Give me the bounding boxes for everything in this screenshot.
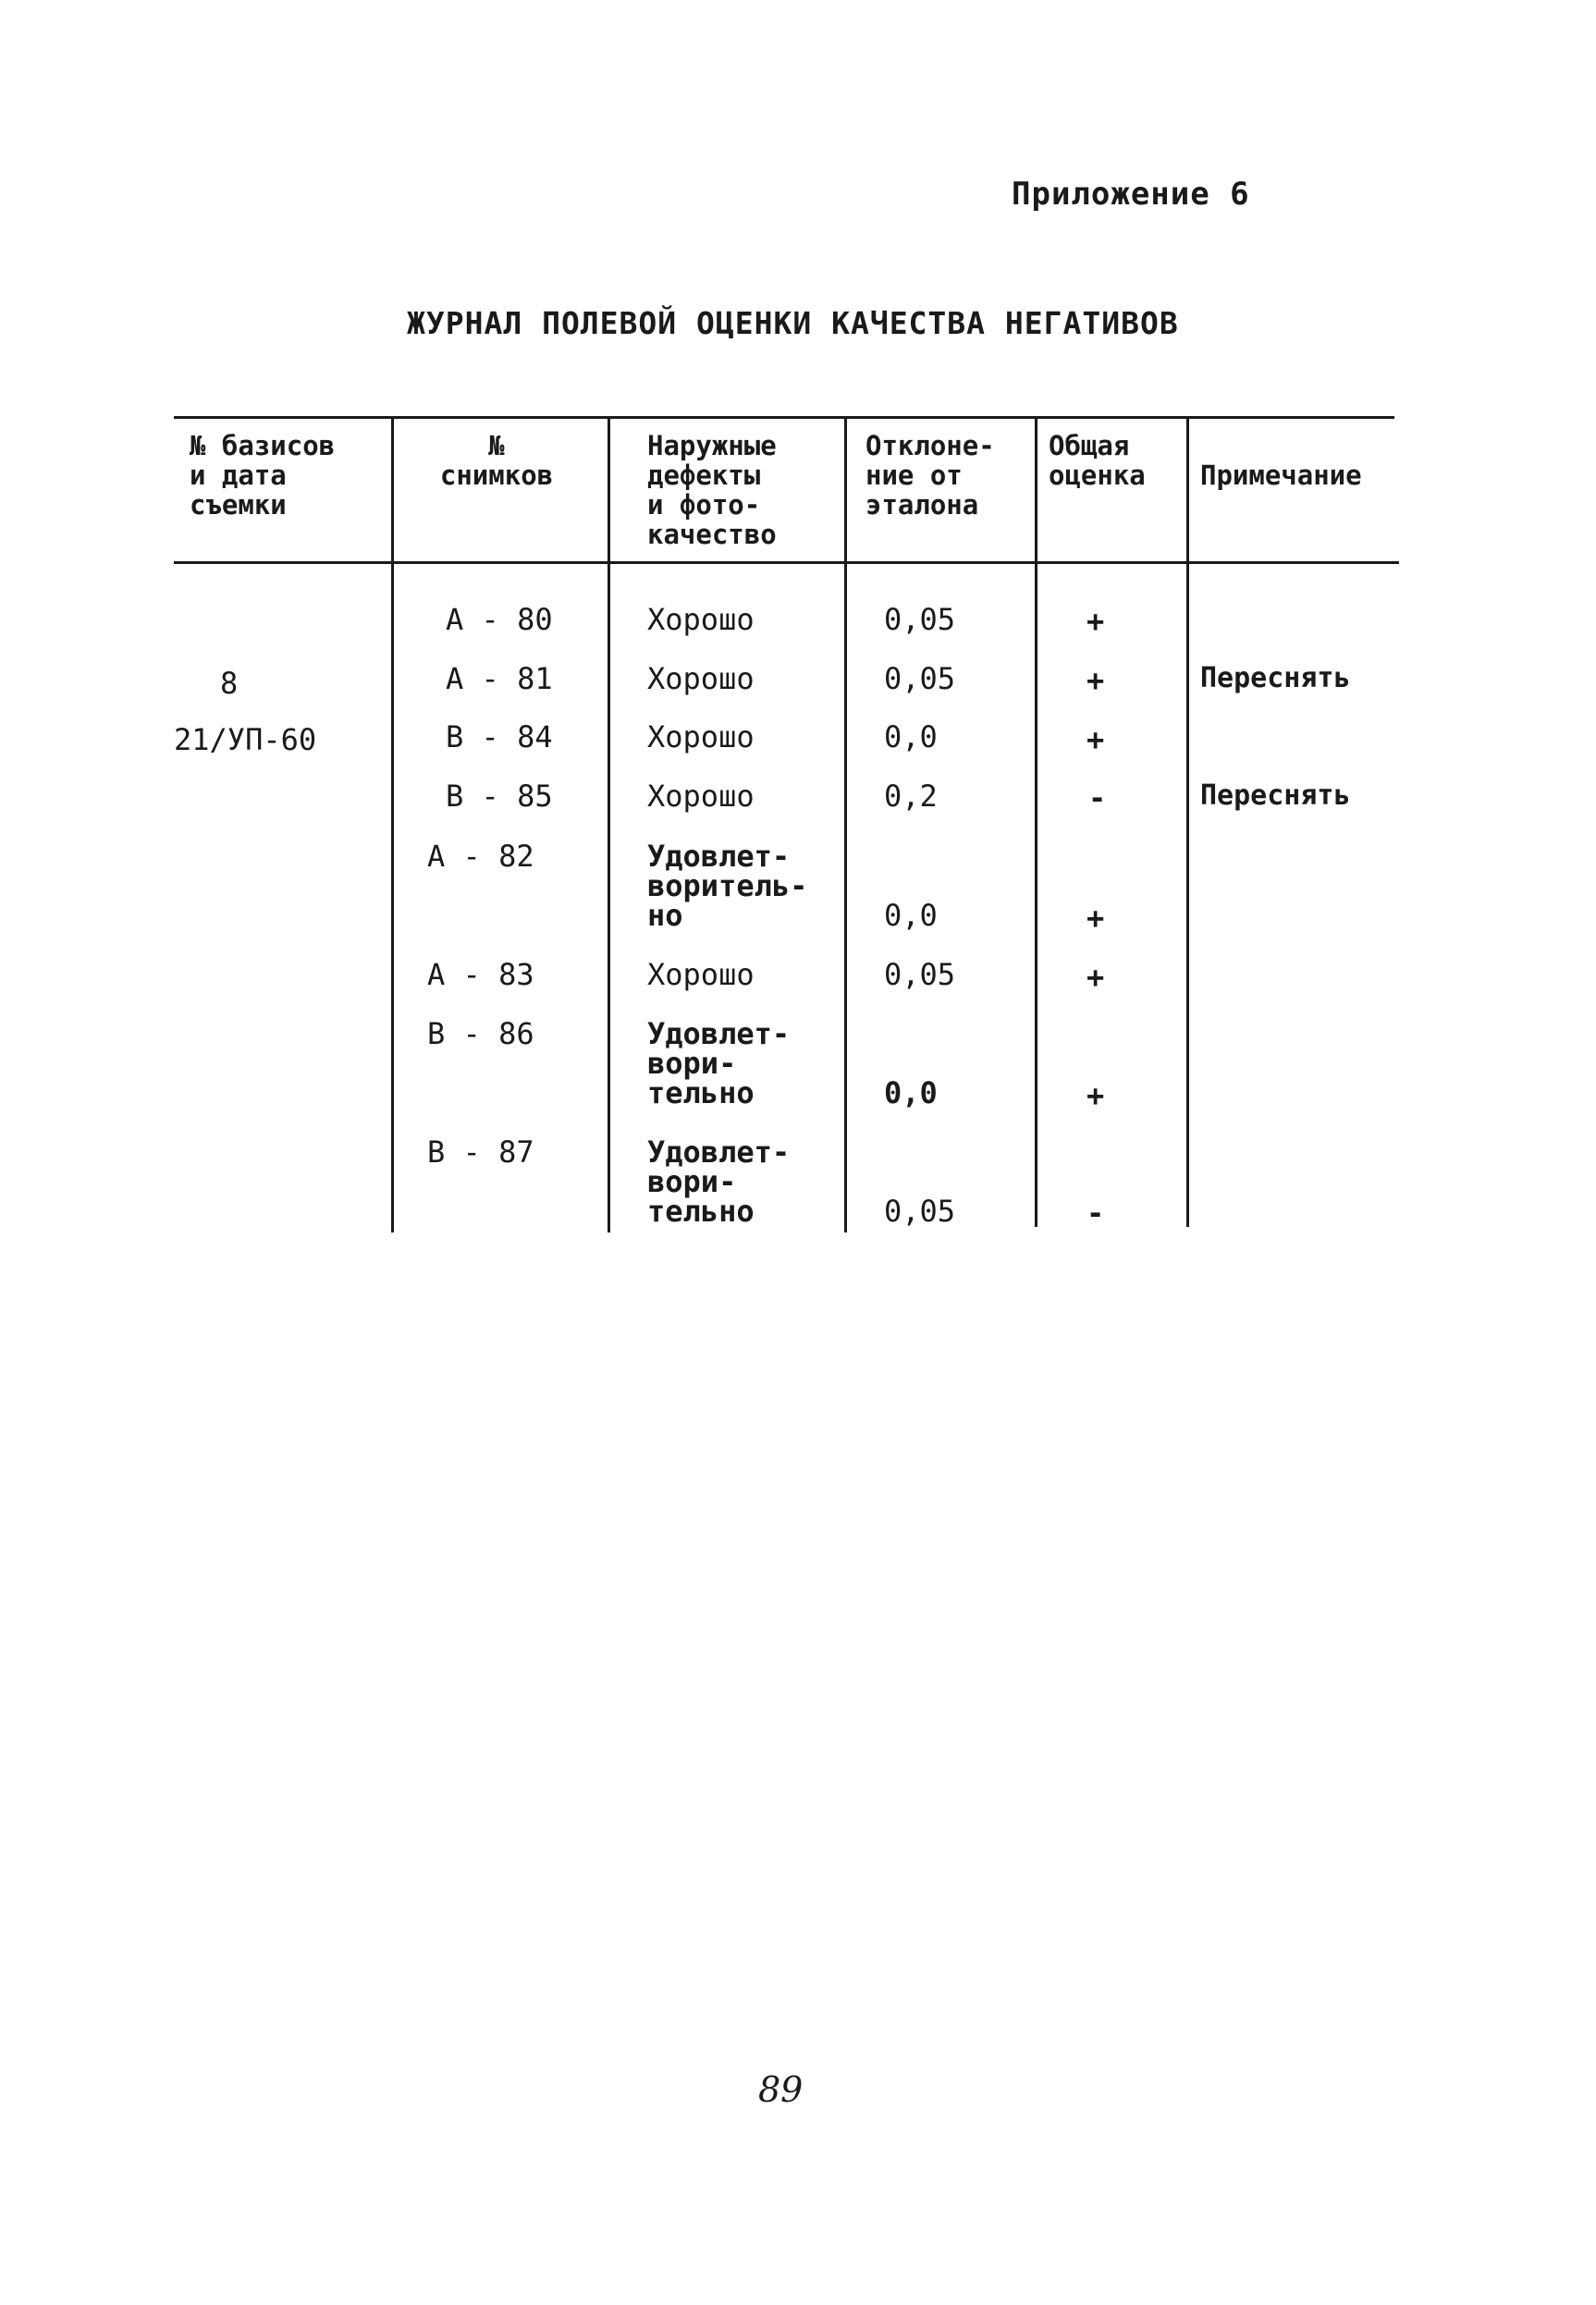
deviation-value: 0,05 <box>884 661 956 696</box>
overall-grade: - <box>1087 1195 1105 1231</box>
note: Переснять <box>1200 662 1351 694</box>
column-divider <box>1035 416 1037 1227</box>
deviation-value: 0,05 <box>884 1194 956 1229</box>
header-shot-number: № снимков <box>439 430 554 491</box>
document-title: ЖУРНАЛ ПОЛЕВОЙ ОЦЕНКИ КАЧЕСТВА НЕГАТИВОВ <box>407 305 1179 341</box>
shot-number: А - 80 <box>446 602 553 637</box>
quality-assessment: Удовлет- вори- тельно <box>647 1134 791 1229</box>
overall-grade: + <box>1087 722 1105 757</box>
overall-grade: + <box>1087 960 1105 995</box>
header-defects-quality: Наружные дефекты и фото- качество <box>647 430 777 550</box>
shot-number: В - 84 <box>446 719 553 754</box>
deviation-value: 0,05 <box>884 957 956 992</box>
table-header-rule <box>174 561 1399 564</box>
quality-assessment: Хорошо <box>647 957 755 992</box>
overall-grade: + <box>1087 604 1105 639</box>
note: Переснять <box>1200 779 1351 812</box>
table-top-rule <box>174 416 1394 419</box>
quality-assessment: Хорошо <box>647 602 755 637</box>
deviation-value: 0,2 <box>884 779 938 814</box>
quality-assessment: Удовлет- воритель- но <box>647 839 808 933</box>
overall-grade: + <box>1087 1078 1105 1113</box>
overall-grade: + <box>1087 901 1105 936</box>
header-basis-date: № базисов и дата съемки <box>190 430 336 521</box>
overall-grade: - <box>1088 780 1107 815</box>
column-divider <box>1186 416 1189 1227</box>
header-deviation: Отклоне- ние от эталона <box>866 430 995 521</box>
shot-number: А - 81 <box>446 661 553 696</box>
basis-number: 8 <box>220 666 239 701</box>
quality-assessment: Хорошо <box>647 719 755 754</box>
deviation-value: 0,05 <box>884 602 956 637</box>
quality-assessment: Хорошо <box>647 661 755 696</box>
page-number: 89 <box>758 2069 804 2110</box>
shot-number: В - 87 <box>427 1134 534 1170</box>
quality-assessment: Хорошо <box>647 779 755 814</box>
quality-assessment: Удовлет- вори- тельно <box>647 1016 791 1110</box>
shot-number: В - 85 <box>446 779 553 814</box>
column-divider <box>844 416 847 1232</box>
deviation-value: 0,0 <box>884 719 938 754</box>
survey-date: 21/УП-60 <box>174 722 317 757</box>
column-divider <box>608 416 610 1232</box>
shot-number: А - 83 <box>427 957 534 992</box>
appendix-label: Приложение 6 <box>1012 176 1250 213</box>
deviation-value: 0,0 <box>884 898 938 933</box>
shot-number: В - 86 <box>427 1016 534 1051</box>
shot-number: А - 82 <box>427 839 534 874</box>
deviation-value: 0,0 <box>884 1075 938 1110</box>
column-divider <box>391 416 394 1232</box>
header-note: Примечание <box>1200 460 1362 491</box>
overall-grade: + <box>1087 663 1105 698</box>
header-overall-grade: Общая оценка <box>1049 430 1146 491</box>
